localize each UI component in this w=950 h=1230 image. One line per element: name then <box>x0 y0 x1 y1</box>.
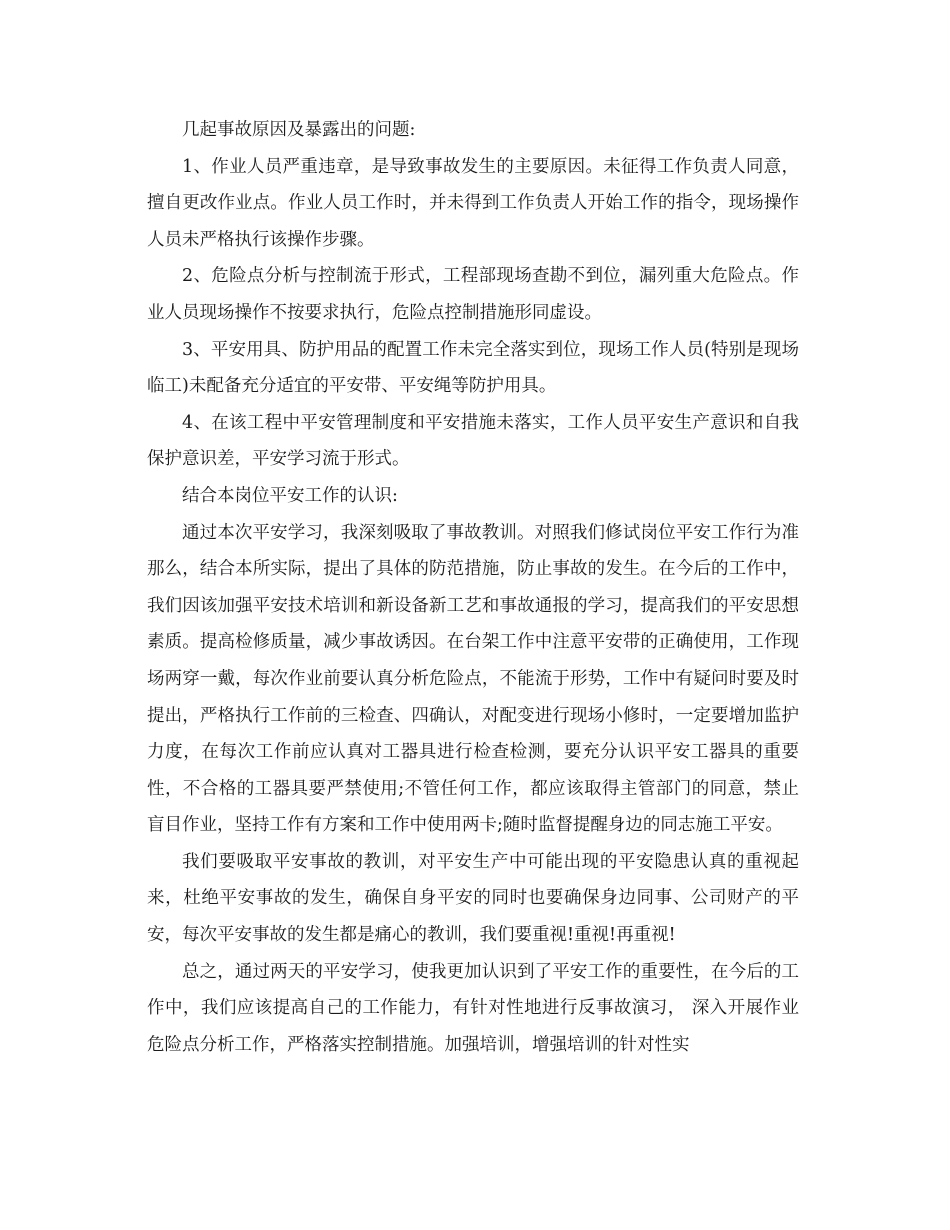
document-body <box>147 112 799 1063</box>
paragraph-cause-3: 3、平安用具、防护用品的配置工作未完全落实到位，现场工作人员(特别是现场临工)未配备充分适宜的平安带、平安绳等防护用具。 <box>147 339 799 397</box>
paragraph-lessons: 我们要吸取平安事故的教训，对平安生产中可能出现的平安隐患认真的重视起来，杜绝平安事故的发生，确保自身平安的同时也要确保身边同事、公司财产的平安，每次平安事故的发生都是痛心的教训，我们要重视!重视!再重视! <box>147 851 799 946</box>
paragraph-heading-understanding: 结合本岗位平安工作的认识: <box>182 485 398 506</box>
paragraph-cause-1: 1、作业人员严重违章，是导致事故发生的主要原因。未征得工作负责人同意，擅自更改作业点。作业人员工作时，并未得到工作负责人开始工作的指令，现场操作人员未严格执行该操作步骤。 <box>147 156 799 250</box>
paragraph-cause-4: 4、在该工程中平安管理制度和平安措施未落实，工作人员平安生产意识和自我保护意识差，平安学习流于形式。 <box>147 412 799 470</box>
paragraph-cause-2: 2、危险点分析与控制流于形式，工程部现场查勘不到位，漏列重大危险点。作业人员现场操作不按要求执行，危险点控制措施形同虚设。 <box>147 266 799 323</box>
paragraph-measures: 通过本次平安学习，我深刻吸取了事故教训。对照我们修试岗位平安工作行为准那么，结合本所实际，提出了具体的防范措施，防止事故的发生。在今后的工作中，我们因该加强平安技术培训和新设备新工艺和事故通报的学习，提高我们的平安思想素质。提高检修质量，减少事故诱因。在台架工作中注意平安带的正确使用，工作现场两穿一戴，每次作业前要认真分析危险点，不能流于形势，工作中有疑问时要及时提出，严格执行工作前的三检查、四确认，对配变进行现场小修时，一定要增加监护力度，在每次工作前应认真对工器具进行检查检测，要充分认识平安工器具的重要性，不合格的工器具要严禁使用;不管任何工作，都应该取得主管部门的同意，禁止盲目作业，坚持工作有方案和工作中使用两卡;随时监督提醒身边的同志施工平安。 <box>147 522 799 836</box>
paragraph-conclusion: 总之，通过两天的平安学习，使我更加认识到了平安工作的重要性，在今后的工作中，我们应该提高自己的工作能力，有针对性地进行反事故演习， 深入开展作业危险点分析工作，严格落实控制措施。加强培训，增强培训的针对性实 <box>147 961 799 1055</box>
paragraph-heading-causes: 几起事故原因及暴露出的问题: <box>182 120 416 140</box>
